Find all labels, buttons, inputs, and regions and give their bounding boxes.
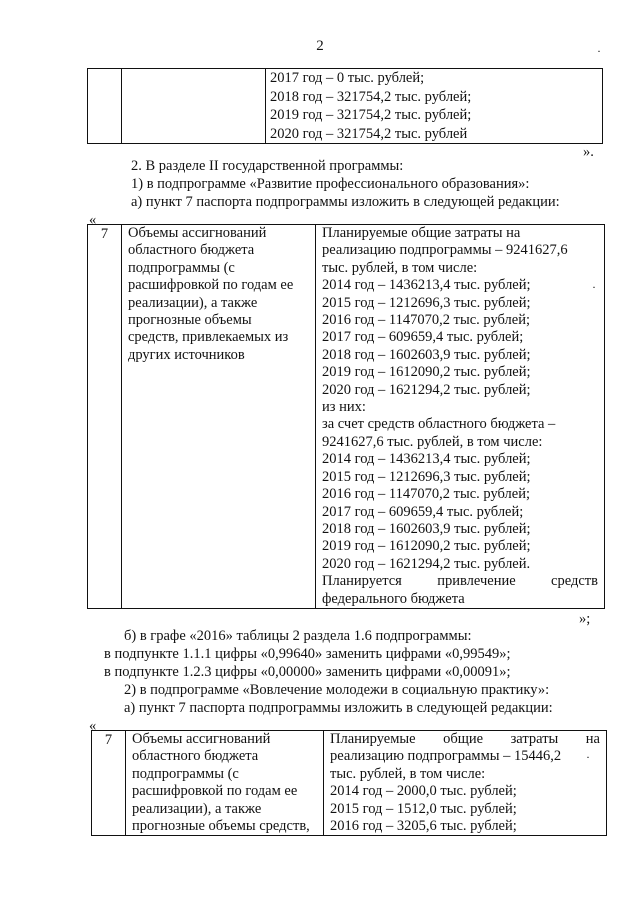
paragraph-line: 2. В разделе II государственной программы: — [131, 158, 404, 174]
word: привлечение — [437, 573, 516, 590]
table-cell-num: 7 — [92, 731, 126, 836]
paragraph-line: б) в графе «2016» таблицы 2 раздела 1.6 подпрограммы: — [124, 628, 472, 644]
opening-quote: « — [89, 212, 97, 228]
table-line: областного бюджета — [132, 748, 259, 765]
scan-speck: · — [592, 280, 596, 294]
table-line: Объемы ассигнований — [132, 731, 271, 747]
table-line: 2018 год – 1602603,9 тыс. рублей; — [322, 346, 531, 363]
paragraph-line: в подпункте 1.1.1 цифры «0,99640» заменить цифрами «0,99549»; — [104, 646, 511, 662]
table-continuation — [87, 68, 603, 144]
table-line: 2020 год – 1621294,2 тыс. рублей; — [322, 381, 531, 398]
opening-quote: « — [89, 718, 97, 734]
table-line: 2019 год – 321754,2 тыс. рублей; — [270, 107, 472, 124]
table-line: расшифровкой по годам ее — [128, 277, 294, 294]
scan-speck: · — [597, 44, 601, 58]
page-number: 2 — [316, 38, 324, 54]
table-line: 2015 год – 1512,0 тыс. рублей; — [330, 800, 517, 817]
table-line: реализацию подпрограммы – 15446,2 — [330, 748, 562, 765]
table-line: подпрограммы (с — [132, 765, 239, 782]
table-line: 2016 год – 1147070,2 тыс. рублей; — [322, 486, 530, 503]
table-line: прогнозные объемы средств, — [132, 818, 310, 835]
table-line: 2015 год – 1212696,3 тыс. рублей; — [322, 294, 531, 311]
table-line: реализации), а также — [132, 800, 262, 817]
table-cell-left — [122, 225, 316, 609]
table-line: средств, привлекаемых из — [128, 329, 289, 346]
table-line: 2016 год – 3205,6 тыс. рублей; — [330, 818, 517, 835]
table-cell-num: 7 — [88, 225, 122, 609]
table-line: 2018 год – 321754,2 тыс. рублей; — [270, 88, 472, 105]
paragraph-line: 1) в подпрограмме «Развитие профессионального образования»: — [131, 176, 530, 192]
table-line: 2017 год – 0 тыс. рублей; — [270, 70, 425, 86]
table-line: 9241627,6 тыс. рублей, в том числе: — [322, 433, 543, 450]
table-passport-1 — [87, 224, 605, 609]
table-line: других источников — [128, 346, 245, 363]
table-line: 2020 год – 1621294,2 тыс. рублей. — [322, 555, 531, 572]
table-line: Планируемые общие затраты на — [322, 225, 521, 241]
paragraph-line: а) пункт 7 паспорта подпрограммы изложить в следующей редакции: — [124, 700, 553, 716]
table-line: областного бюджета — [128, 242, 255, 259]
table-line: за счет средств областного бюджета – — [322, 416, 556, 433]
word: на — [585, 731, 600, 747]
table-line: 2018 год – 1602603,9 тыс. рублей; — [322, 520, 531, 537]
table-line: 2017 год – 609659,4 тыс. рублей; — [322, 329, 524, 346]
table-line: реализации), а также — [128, 294, 258, 311]
paragraph-line: 2) в подпрограмме «Вовлечение молодежи в социальную практику»: — [124, 682, 550, 698]
table-line: федерального бюджета — [322, 590, 465, 607]
table-line: 2014 год – 2000,0 тыс. рублей; — [330, 783, 517, 800]
table-line: 2015 год – 1212696,3 тыс. рублей; — [322, 468, 531, 485]
table-line: Объемы ассигнований — [128, 225, 267, 241]
table-line: 2017 год – 609659,4 тыс. рублей; — [322, 503, 524, 520]
table-line: 2019 год – 1612090,2 тыс. рублей; — [322, 364, 531, 381]
table-cell-left — [126, 731, 324, 836]
table-passport-2 — [91, 730, 607, 836]
table-line-justified — [322, 573, 598, 590]
word: затраты — [510, 731, 559, 747]
table-line: тыс. рублей, в том числе: — [330, 765, 486, 782]
closing-quote: »; — [579, 611, 591, 627]
table-cell-right — [266, 69, 603, 144]
table-cell-left — [122, 69, 266, 144]
table-line: расшифровкой по годам ее — [132, 783, 298, 800]
paragraph-line: а) пункт 7 паспорта подпрограммы изложить в следующей редакции: — [131, 194, 560, 210]
word: общие — [443, 731, 484, 747]
word: Планируемые — [330, 731, 416, 747]
word: средств — [551, 573, 598, 590]
closing-quote: ». — [583, 144, 594, 160]
word: Планируется — [322, 573, 402, 590]
scan-speck: · — [586, 750, 590, 764]
table-line: тыс. рублей, в том числе: — [322, 259, 478, 276]
table-cell-right — [316, 225, 605, 609]
table-line: реализацию подпрограммы – 9241627,6 — [322, 242, 568, 259]
table-line: из них: — [322, 399, 366, 416]
table-line: 2014 год – 1436213,4 тыс. рублей; — [322, 451, 531, 468]
table-line: 2016 год – 1147070,2 тыс. рублей; — [322, 312, 530, 329]
table-line: 2019 год – 1612090,2 тыс. рублей; — [322, 538, 531, 555]
paragraph-line: в подпункте 1.2.3 цифры «0,00000» заменить цифрами «0,00091»; — [104, 664, 511, 680]
table-line-justified — [330, 731, 600, 748]
table-cell-right — [324, 731, 607, 836]
table-line: 2014 год – 1436213,4 тыс. рублей; — [322, 277, 531, 294]
table-line: подпрограммы (с — [128, 259, 235, 276]
table-line: прогнозные объемы — [128, 312, 252, 329]
table-line: 2020 год – 321754,2 тыс. рублей — [270, 125, 468, 142]
table-cell-num — [88, 69, 122, 144]
